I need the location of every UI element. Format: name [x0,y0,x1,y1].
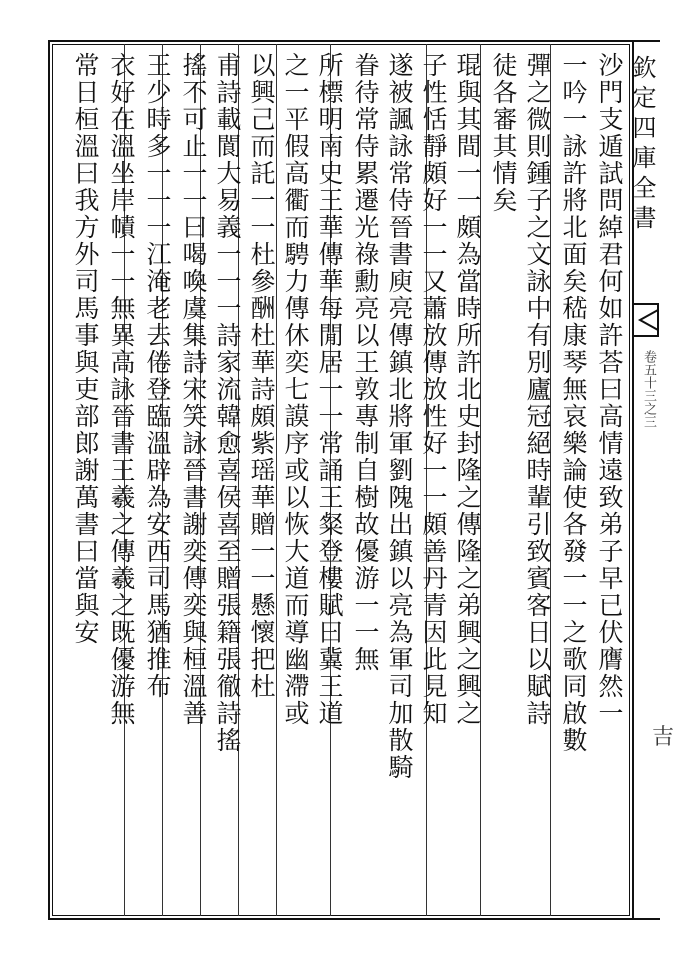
text-column: 以興己而託一一杜參酬杜華詩頗紫瑶華贈一一懸懷把杜 [247,52,276,700]
text-column: 搖不可止一一曰喝喚虞集詩宋笑詠晉書謝奕傳奕與桓溫善 [179,52,208,727]
text-column: 一吟一詠許將北面矣嵇康琴無哀樂論使各發一一之歌同啟數 [559,52,588,754]
text-column: 常日桓溫曰我方外司馬事與吏部郎謝萬書曰當與安 [71,52,100,646]
text-column: 王少時多一一一江淹老去倦登臨溫辟為安西司馬猶推布 [143,52,172,700]
text-column: 彈之微則鍾子之文詠中有別廬冠絕時輩引致賓客日以賦詩 [523,52,552,727]
page-marker: 吉 [652,725,675,750]
text-column: 沙門支遁試問綽君何如許荅曰高情遠致弟子早已伏膺然一 [595,52,624,727]
text-column: 遂被諷詠常侍晉書庾亮傳鎮北將軍劉隗出鎮以亮為軍司加散騎 [385,52,414,781]
text-column: 眷待常侍累遷光祿勳亮以王敦專制自樹故優游一一無 [351,52,380,673]
fishtail-mark-icon [630,300,660,340]
text-column: 甫詩載閬大易義一一一詩家流韓愈喜侯喜至贈張籍張徹詩搖 [213,52,242,754]
text-column: 琨與其間一一頗為當時所許北史封隆之傳隆之弟興之興之 [453,52,482,727]
text-column: 所標明南史王華傳華每閒居一一常誦王粲登樓賦曰冀王道 [315,52,344,727]
text-column: 衣好在溫坐岸幘一一無異高詠晉書王羲之傳羲之既優游無 [107,52,136,727]
text-column: 子性恬靜頗好一一又蕭放傳放性好一一頗善丹青因此見知 [419,52,448,727]
volume-label: 卷五十三之三 [641,350,656,428]
text-column: 徒各審其情矣 [489,52,518,214]
margin-title: 欽定四庫全書 [628,55,656,235]
text-column: 之一平假高衢而騁力傳休奕七謨序或以恢大道而導幽滯或 [281,52,310,727]
